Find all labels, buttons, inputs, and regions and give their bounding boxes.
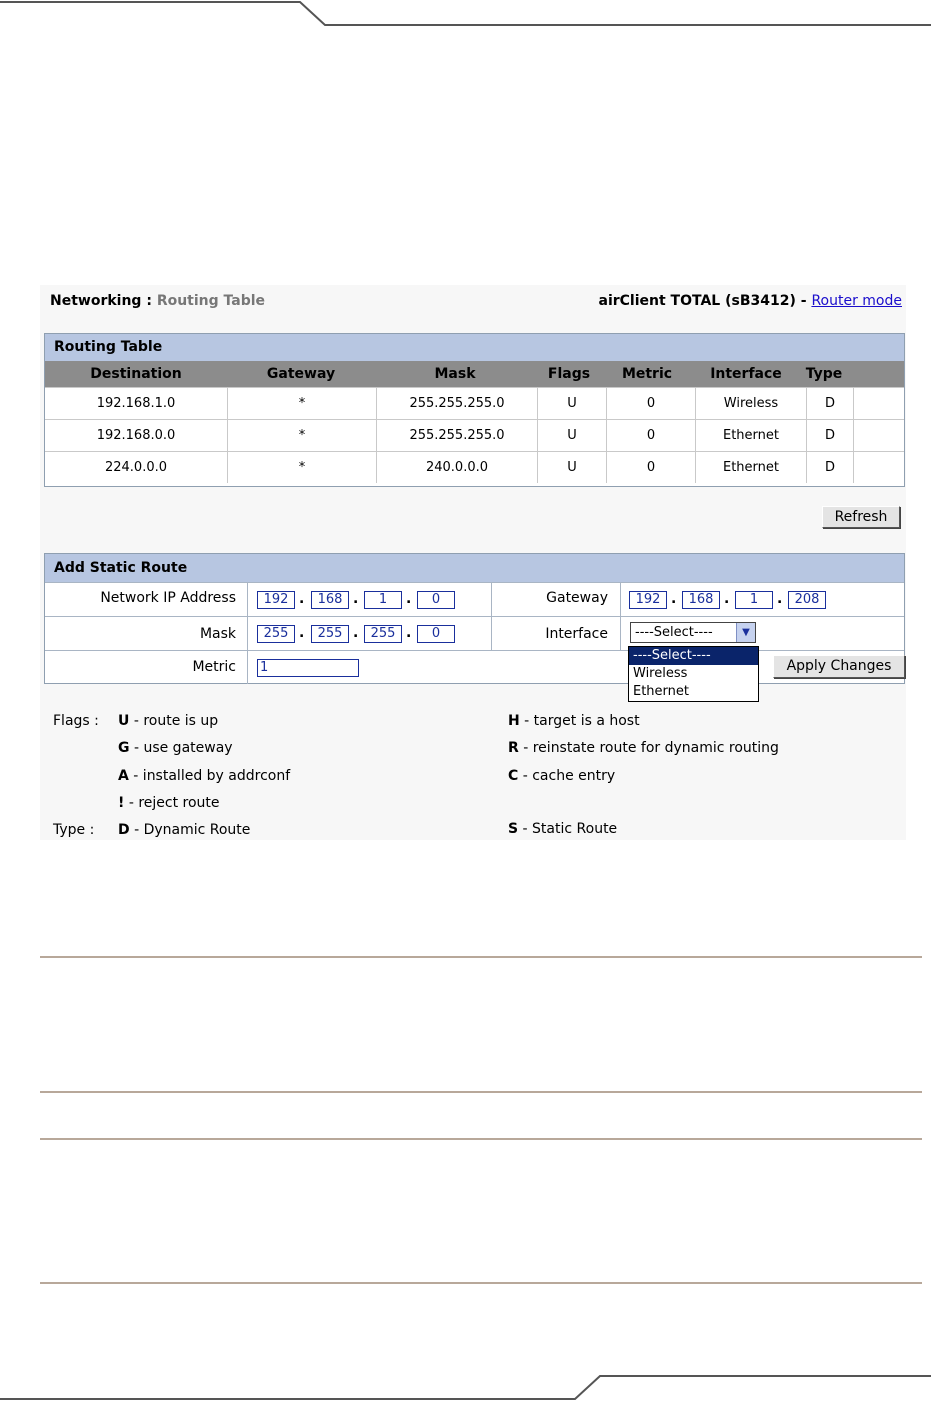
column-metric: Metric: [621, 366, 673, 382]
divider: [40, 1091, 922, 1093]
divider: [247, 583, 248, 616]
mask-label: Mask: [199, 626, 236, 642]
table-row: [45, 419, 904, 451]
legend-text: - reinstate route for dynamic routing: [523, 740, 779, 756]
legend-text: - use gateway: [133, 740, 233, 756]
gateway-octet-2[interactable]: 168: [682, 591, 720, 609]
cell-flags: U: [538, 388, 607, 419]
divider: [40, 1282, 922, 1284]
add-static-route-form: [44, 553, 905, 684]
column-interface: Interface: [710, 366, 782, 382]
legend-item-reject: [118, 795, 220, 811]
legend-code: !: [118, 795, 125, 811]
legend-code: C: [508, 768, 519, 784]
table-row: [45, 387, 904, 419]
device-name: airClient TOTAL (sB3412): [598, 293, 796, 309]
breadcrumb-section: Networking :: [50, 293, 152, 309]
cell-destination: 192.168.1.0: [45, 388, 228, 419]
legend-text: - reject route: [128, 795, 220, 811]
add-static-route-title: Add Static Route: [45, 554, 904, 582]
legend-code: G: [118, 740, 130, 756]
column-blank: [847, 361, 904, 387]
mask-octet-3[interactable]: 255: [364, 625, 402, 643]
legend-code: S: [508, 821, 519, 837]
octet-separator: .: [353, 591, 359, 607]
cell-gateway: *: [228, 420, 377, 451]
legend-text: - Static Route: [522, 821, 618, 837]
refresh-button[interactable]: Refresh: [822, 506, 900, 528]
gateway-octet-3[interactable]: 1: [735, 591, 773, 609]
interface-select[interactable]: [630, 622, 756, 643]
breadcrumb: [50, 293, 265, 309]
legend-item-c: [508, 768, 615, 784]
legend-item-g: [118, 740, 233, 756]
interface-dropdown-list: [628, 646, 759, 702]
dropdown-option-select[interactable]: ----Select----: [629, 647, 758, 665]
form-row-ip-gateway: [45, 582, 904, 616]
apply-changes-button[interactable]: Apply Changes: [773, 655, 905, 678]
breadcrumb-page: Routing Table: [156, 293, 266, 309]
legend-item-r: [508, 740, 779, 756]
cell-gateway: *: [228, 452, 377, 483]
octet-separator: .: [299, 625, 305, 641]
legend-text: - cache entry: [522, 768, 616, 784]
network-ip-label: Network IP Address: [100, 590, 236, 606]
column-destination: Destination: [90, 366, 182, 382]
divider: [40, 956, 922, 958]
octet-separator: .: [671, 591, 677, 607]
octet-separator: .: [299, 591, 305, 607]
column-type: Type: [805, 366, 843, 382]
octet-separator: .: [406, 591, 412, 607]
legend-text: - target is a host: [524, 713, 640, 729]
network-ip-octet-2[interactable]: 168: [311, 591, 349, 609]
cell-gateway: *: [228, 388, 377, 419]
metric-label: Metric: [192, 659, 236, 675]
cell-mask: 240.0.0.0: [377, 452, 538, 483]
routing-table-title: Routing Table: [45, 334, 904, 361]
legend-text: - installed by addrconf: [133, 768, 291, 784]
cell-type: D: [807, 388, 854, 419]
cell-destination: 192.168.0.0: [45, 420, 228, 451]
cell-metric: 0: [607, 452, 696, 483]
divider: [247, 651, 248, 684]
cell-blank: [854, 452, 904, 483]
divider: [620, 583, 621, 616]
legend-text: - Dynamic Route: [134, 822, 251, 838]
dropdown-option-wireless[interactable]: Wireless: [633, 666, 688, 681]
cell-type: D: [807, 452, 854, 483]
top-bar: [50, 293, 902, 313]
cell-type: D: [807, 420, 854, 451]
legend-code: R: [508, 740, 519, 756]
cell-interface: Ethernet: [696, 420, 807, 451]
device-info: [599, 293, 903, 309]
column-mask: Mask: [434, 366, 476, 382]
octet-separator: .: [724, 591, 730, 607]
form-row-metric: [45, 650, 904, 684]
divider: [620, 617, 621, 650]
legend-code: U: [118, 713, 130, 729]
octet-separator: .: [353, 625, 359, 641]
cell-blank: [854, 420, 904, 451]
cell-metric: 0: [607, 420, 696, 451]
router-mode-link[interactable]: Router mode: [811, 293, 902, 309]
mask-octet-2[interactable]: 255: [311, 625, 349, 643]
legend-item-a: [118, 768, 290, 784]
cell-mask: 255.255.255.0: [377, 420, 538, 451]
divider: [247, 617, 248, 650]
legend-code: A: [118, 768, 129, 784]
gateway-octet-4[interactable]: 208: [788, 591, 826, 609]
legend-code: D: [118, 822, 130, 838]
legend-text: - route is up: [133, 713, 219, 729]
chevron-down-icon[interactable]: ▼: [736, 623, 755, 642]
cell-interface: Ethernet: [696, 452, 807, 483]
column-flags: Flags: [547, 366, 591, 382]
legend-item-s: [508, 821, 617, 837]
legend-code: H: [508, 713, 520, 729]
mask-octet-1[interactable]: 255: [257, 625, 295, 643]
cell-flags: U: [538, 420, 607, 451]
flags-label: Flags :: [53, 713, 99, 729]
legend-item-u: [118, 713, 218, 729]
mask-octet-4[interactable]: 0: [417, 625, 455, 643]
type-label: Type :: [53, 822, 95, 838]
legend-item-h: [508, 713, 640, 729]
app-panel: [40, 285, 906, 840]
cell-destination: 224.0.0.0: [45, 452, 228, 483]
octet-separator: .: [406, 625, 412, 641]
divider: [40, 1138, 922, 1140]
cell-mask: 255.255.255.0: [377, 388, 538, 419]
cell-interface: Wireless: [696, 388, 807, 419]
column-gateway: Gateway: [266, 366, 336, 382]
dropdown-option-ethernet[interactable]: Ethernet: [633, 684, 689, 699]
gateway-octet-1[interactable]: 192: [629, 591, 667, 609]
network-ip-octet-3[interactable]: 1: [364, 591, 402, 609]
cell-metric: 0: [607, 388, 696, 419]
routing-table: [44, 333, 905, 487]
device-separator: -: [800, 293, 807, 309]
table-row: [45, 451, 904, 483]
routing-table-header: [45, 361, 904, 387]
cell-blank: [854, 388, 904, 419]
octet-separator: .: [777, 591, 783, 607]
form-row-mask-interface: [45, 616, 904, 650]
gateway-label: Gateway: [546, 590, 608, 606]
network-ip-octet-4[interactable]: 0: [417, 591, 455, 609]
interface-select-value: ----Select----: [635, 625, 713, 640]
cell-flags: U: [538, 452, 607, 483]
metric-input[interactable]: 1: [257, 659, 359, 677]
interface-label: Interface: [545, 626, 608, 642]
legend-item-d: [118, 822, 250, 838]
network-ip-octet-1[interactable]: 192: [257, 591, 295, 609]
